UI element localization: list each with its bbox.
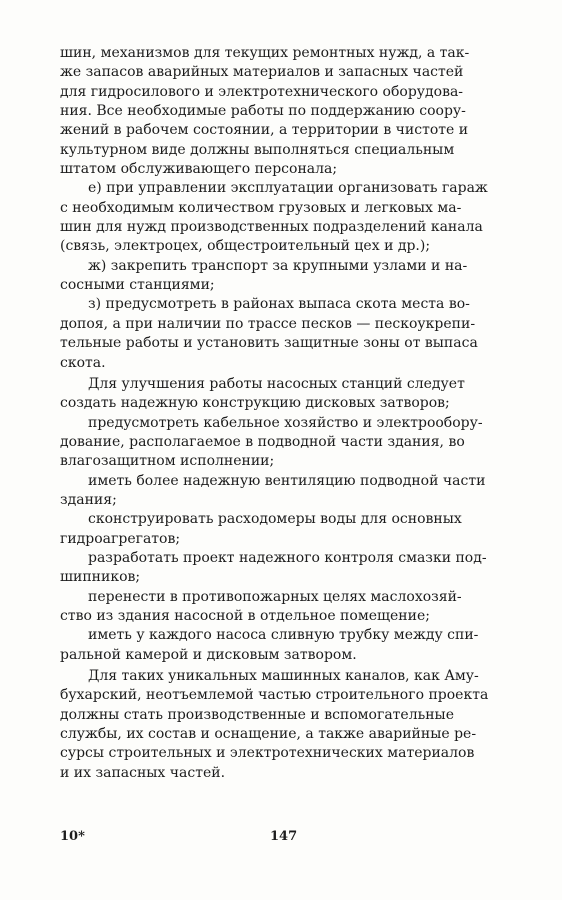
text-line: жений в рабочем состоянии, а территории в чистоте и bbox=[60, 122, 469, 139]
text-line: иметь у каждого насоса сливную трубку между спи- bbox=[88, 627, 479, 644]
text-line: е) при управлении эксплуатации организовать гараж bbox=[88, 180, 488, 197]
text-line: разработать проект надежного контроля смазки под- bbox=[88, 549, 487, 566]
text-line: скота. bbox=[60, 354, 106, 371]
text-line: шин, механизмов для текущих ремонтных нужд, а так- bbox=[60, 45, 470, 61]
text-line: влагозащитном исполнении; bbox=[60, 453, 275, 470]
text-line: ж) закрепить транспорт за крупными узлами и на- bbox=[88, 257, 468, 274]
text-line: (связь, электроцех, общестроительный цех и др.); bbox=[60, 238, 431, 255]
text-line: для гидросилового и электротехнического оборудова- bbox=[60, 83, 464, 100]
text-line: допоя, а при наличии по трассе песков — пескоукрепи- bbox=[60, 315, 476, 332]
text-line: здания; bbox=[60, 491, 117, 508]
text-line: же запасов аварийных материалов и запасных частей bbox=[60, 64, 464, 81]
text-line: з) предусмотреть в районах выпаса скота места во- bbox=[88, 296, 470, 313]
text-line: службы, их состав и оснащение, а также аварийные ре- bbox=[60, 726, 477, 743]
text-line: создать надежную конструкцию дисковых затворов; bbox=[60, 395, 450, 412]
text-line: тельные работы и установить защитные зоны от выпаса bbox=[60, 335, 478, 352]
text-line: гидроагрегатов; bbox=[60, 530, 181, 547]
text-line: шин для нужд производственных подразделений канала bbox=[60, 219, 483, 236]
signature-mark: 10* bbox=[60, 829, 85, 844]
text-line: ральной камерой и дисковым затвором. bbox=[60, 646, 357, 663]
text-line: перенести в противопожарных целях маслохозяй- bbox=[88, 588, 462, 605]
text-line: сконструировать расходомеры воды для основных bbox=[88, 511, 462, 528]
text-line: бухарский, неотъемлемой частью строительного проекта bbox=[60, 687, 489, 704]
text-line: штатом обслуживающего персонала; bbox=[60, 161, 338, 178]
page-number: 147 bbox=[270, 829, 298, 844]
text-line: иметь более надежную вентиляцию подводной части bbox=[88, 472, 486, 489]
text-line: должны стать производственные и вспомогательные bbox=[60, 706, 454, 723]
text-line: и их запасных частей. bbox=[60, 764, 226, 781]
text-line: шипников; bbox=[60, 569, 141, 586]
text-line: сурсы строительных и электротехнических материалов bbox=[60, 745, 475, 762]
text-line: сосными станциями; bbox=[60, 277, 215, 294]
text-line: дование, располагаемое в подводной части здания, во bbox=[60, 433, 465, 450]
text-line: Для улучшения работы насосных станций следует bbox=[88, 375, 465, 392]
text-line: Для таких уникальных машинных каналов, как Аму- bbox=[88, 668, 479, 684]
text-line: ство из здания насосной в отдельное помещение; bbox=[60, 607, 430, 624]
body-text bbox=[60, 44, 528, 783]
text-line: ния. Все необходимые работы по поддержанию соору- bbox=[60, 103, 466, 120]
text-line: предусмотреть кабельное хозяйство и электрообору- bbox=[88, 414, 483, 431]
text-line: с необходимым количеством грузовых и легковых ма- bbox=[60, 199, 462, 216]
text-line: культурном виде должны выполняться специальным bbox=[60, 141, 455, 158]
